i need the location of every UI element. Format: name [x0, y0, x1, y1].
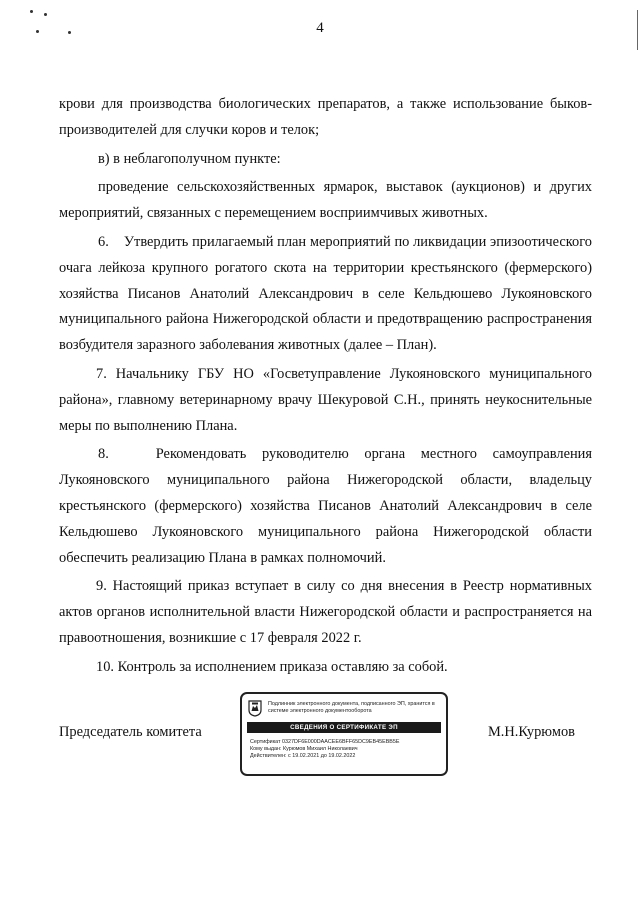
scan-edge-line [637, 10, 638, 50]
paragraph-item-10: 10. Контроль за исполнением приказа оставляю за собой. [96, 658, 448, 675]
coat-of-arms-icon [248, 700, 262, 717]
paragraph-item-6: 6. Утвердить прилагаемый план мероприятий по ликвидации эпизоотического очага лейкоза крупного рогатого скота на территории крестьянского (фермерского) хозяйства Писанов Анатолий Александрович в селе Кельдюшево Лукояновского муниципального района Нижегородской области и предотвращению распространения возбудителя заразного заболевания животных (далее – План). [59, 233, 592, 354]
electronic-signature-stamp [240, 692, 448, 776]
stamp-header: Подлинник электронного документа, подписанного ЭП, хранится в системе электронного документооборота [268, 701, 435, 714]
paragraph-subitem-v: в) в неблагополучном пункте: [98, 150, 281, 167]
stamp-title: СВЕДЕНИЯ О СЕРТИФИКАТЕ ЭП [247, 722, 441, 733]
signatory-name: М.Н.Курюмов [488, 724, 575, 740]
paragraph-events: проведение сельскохозяйственных ярмарок, выставок (аукционов) и других мероприятий, связанных с перемещением восприимчивых животных. [59, 179, 592, 222]
certificate-number: Сертификат 0327DF6E000DAACEE6BFF65DC9EB45EBB5E [250, 739, 400, 745]
stamp-details [250, 739, 440, 761]
paragraph-item-8: 8. Рекомендовать руководителю органа местного самоуправления Лукояновского муниципального района Нижегородской области, владельцу крестьянского (фермерского) хозяйства Писанов Анатолий Александрович в селе Кельдюшево Лукояновского муниципального района Нижегородской области обеспечить реализацию Плана в рамках полномочий. [59, 446, 592, 566]
paragraph-continuation: крови для производства биологических препаратов, а также использование быков-производителей для случки коров и телок; [59, 96, 592, 138]
paragraph-item-9: 9. Настоящий приказ вступает в силу со дня внесения в Реестр нормативных актов органов исполнительной власти Нижегородской области и распространяется на правоотношения, возникшие с 17 февраля 2022 г. [59, 578, 592, 646]
certificate-owner: Кому выдан: Курюмов Михаил Николаевич [250, 746, 358, 753]
paragraph-item-7: 7. Начальнику ГБУ НО «Госветуправление Лукояновского муниципального района», главному ветеринарному врачу Шекуровой С.Н., принять неукоснительные меры по выполнению Плана. [59, 365, 592, 434]
page-number: 4 [316, 20, 324, 36]
certificate-validity: Действителен: с 19.02.2021 до 19.02.2022 [250, 753, 356, 760]
document-body [59, 92, 592, 681]
signatory-position: Председатель комитета [59, 724, 202, 740]
